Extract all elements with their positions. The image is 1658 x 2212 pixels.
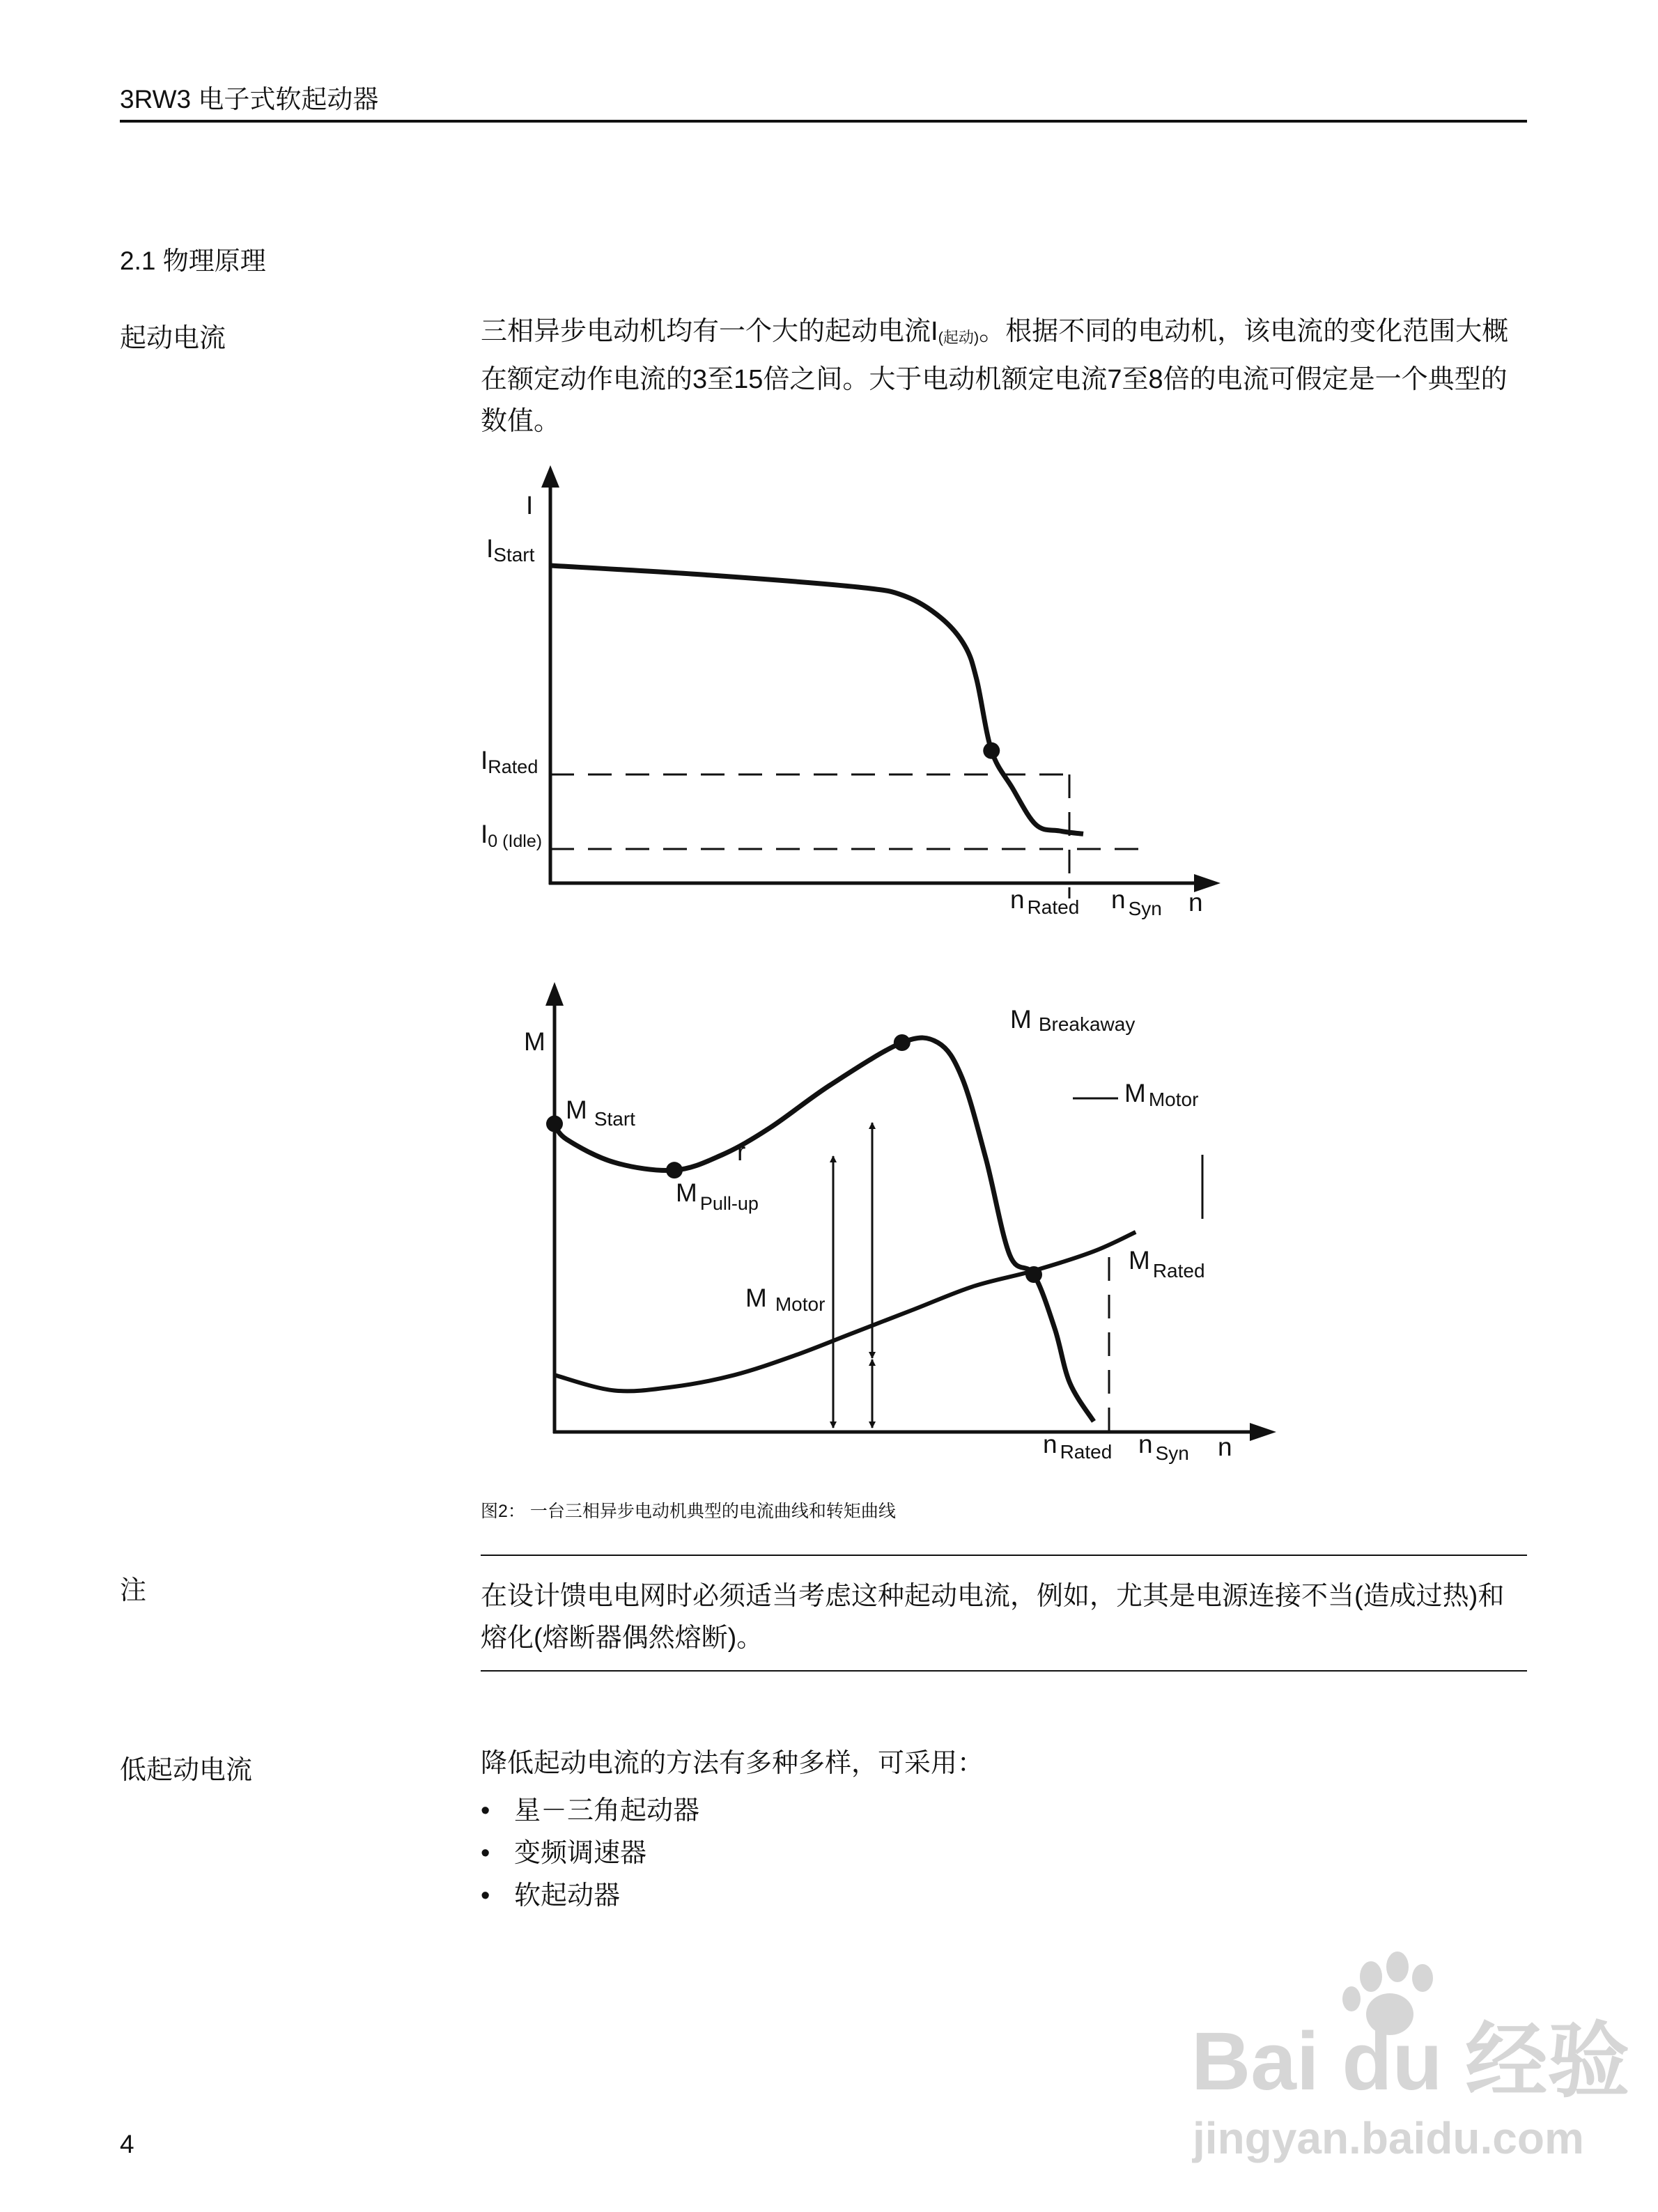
torque-y-label: M xyxy=(524,1027,545,1056)
motor-torque-curve xyxy=(555,1038,1094,1422)
torque-y-arrowhead xyxy=(545,982,564,1006)
note-text: 在设计馈电电网时必须适当考虑这种起动电流，例如，尤其是电源连接不当(造成过热)和熔化(熔断器偶然熔断)。 xyxy=(481,1582,1505,1653)
para-subscript: (起动) xyxy=(938,329,979,346)
current-chart xyxy=(481,465,1221,919)
n-syn-label-torque: n $_{Syn}$ xyxy=(1138,1430,1189,1464)
torque-x-label: n xyxy=(1218,1433,1232,1461)
n-rated-label-torque: n $_{Rated}$ xyxy=(1043,1430,1113,1463)
figure-caption: 图2： 一台三相异步电动机典型的电流曲线和转矩曲线 xyxy=(481,1502,896,1521)
current-x-label: n xyxy=(1188,888,1203,917)
current-curve xyxy=(550,566,1083,834)
m-start-point xyxy=(546,1116,563,1132)
watermark xyxy=(1191,1952,1629,2163)
para-text-after: 。根据不同的电动机，该电流的变化范围大概在额定动作电流的3至15倍之间。大于电动机额定电流7至8倍的电流可假定是一个典型的数值。 xyxy=(481,317,1509,436)
low-current-label: 低起动电流 xyxy=(120,1756,253,1785)
note-rule-top xyxy=(481,1555,1527,1556)
low-current-intro: 降低起动电流的方法有多种多样，可采用： xyxy=(481,1749,984,1778)
m-motor-curve-label: M Motor xyxy=(1124,1079,1199,1110)
list-item: • 变频调速器 xyxy=(481,1832,699,1875)
header-title: 3RW3 电子式软起动器 xyxy=(120,85,379,114)
m-start-label: M $_{Start}$ xyxy=(566,1096,635,1130)
m-pull-up-label: M $_{Pull-up}$ xyxy=(676,1178,759,1214)
n-syn-label: n $_{Syn}$ xyxy=(1111,885,1162,919)
n-rated-label: n $_{Rated}$ xyxy=(1010,885,1080,918)
m-breakaway-point xyxy=(894,1034,911,1051)
m-motor-arrow-label: M Motor xyxy=(745,1284,826,1315)
m-breakaway-label: M Breakaway xyxy=(1010,1005,1136,1035)
para-text-before: 三相异步电动机均有一个大的起动电流I xyxy=(481,317,938,346)
note-rule-bottom xyxy=(481,1670,1527,1672)
m-rated-label: M $_{Rated}$ xyxy=(1129,1246,1205,1282)
list-item: • 软起动器 xyxy=(481,1875,699,1917)
torque-chart xyxy=(524,982,1276,1464)
current-rated-point xyxy=(983,742,1000,759)
i-idle-label: I0 (Idle) xyxy=(481,820,543,851)
page-number: 4 xyxy=(120,2130,134,2158)
watermark-url: jingyan.baidu.com xyxy=(1193,2113,1584,2163)
watermark-logo: Bai du 经验 xyxy=(1191,2016,1630,2108)
note-label: 注 xyxy=(120,1576,147,1605)
m-pull-up-point xyxy=(666,1162,683,1178)
m-rated-point xyxy=(1025,1266,1042,1283)
section-heading: 2.1 物理原理 xyxy=(120,247,266,275)
startup-current-label: 起动电流 xyxy=(120,324,226,353)
current-y-label: I xyxy=(526,491,534,520)
r-label: r xyxy=(737,1137,746,1166)
list-item: • 星－三角起动器 xyxy=(481,1790,699,1832)
torque-x-arrowhead xyxy=(1250,1423,1276,1441)
current-y-arrowhead xyxy=(541,465,559,488)
i-start-label: IStart xyxy=(486,534,535,566)
i-rated-label: IRated xyxy=(481,746,539,777)
method-list xyxy=(481,1790,699,1917)
